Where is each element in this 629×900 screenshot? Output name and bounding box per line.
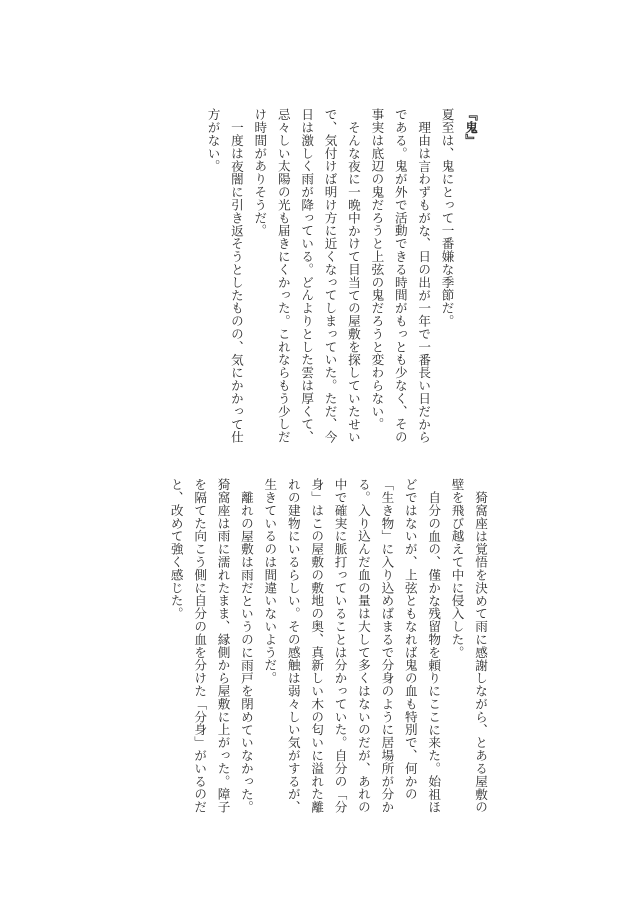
paragraph: 夏至は、鬼にとって一番嫌な季節だ。 <box>439 108 455 328</box>
lower-text-block <box>164 478 492 823</box>
upper-text-block <box>201 108 482 451</box>
paragraph: そんな夜に一晩中かけて目当ての屋敷を探していたせいで、気付けば明け方に近くなってしまっていた。ただ、今日は激しく雨が降っている。どんよりとした雲は厚くて、忌々しい太陽の光も届きにくかった。これならもう少しだけ時間がありそうだ。 <box>252 108 361 444</box>
chapter-title: 『鬼』 <box>463 108 478 147</box>
paragraph: 猗窩座は覚悟を決めて雨に感謝しながら、とある屋敷の壁を飛び越えて中に侵入した。 <box>449 478 488 814</box>
paragraph: 一度は夜闇に引き返そうとしたものの、気にかかって仕方がない。 <box>205 108 244 444</box>
paragraph: 理由は言わずもがな、日の出が一年で一番長い日だからである。鬼が外で活動できる時間がもっとも少なく、その事実は底辺の鬼だろうと上弦の鬼だろうと変わらない。 <box>369 108 432 444</box>
paragraph: 離れの屋敷は雨だというのに雨戸を閉めていなかった。猗窩座は雨に濡れたまま、縁側から屋敷に上がった。障子を隔てた向こう側に自分の血を分けた「分身」がいるのだと、改めて強く感じた。 <box>168 478 254 814</box>
paragraph: 自分の血の、僅かな残留物を頼りにここに来た。始祖ほどではないが、上弦ともなれば鬼の血も特別で、何かの「生き物」に入り込めばまるで分身のように居場所が分かる。入り込んだ血の量は大して多くはないのだが、あれの中で確実に脈打っていることは分かっていた。自分の「分身」はこの屋敷の敷地の奥、真新しい木の匂いに溢れた離れの建物にいるらしい。その感触は弱々しい気がするが、生きているのは間違いないようだ。 <box>262 478 442 814</box>
